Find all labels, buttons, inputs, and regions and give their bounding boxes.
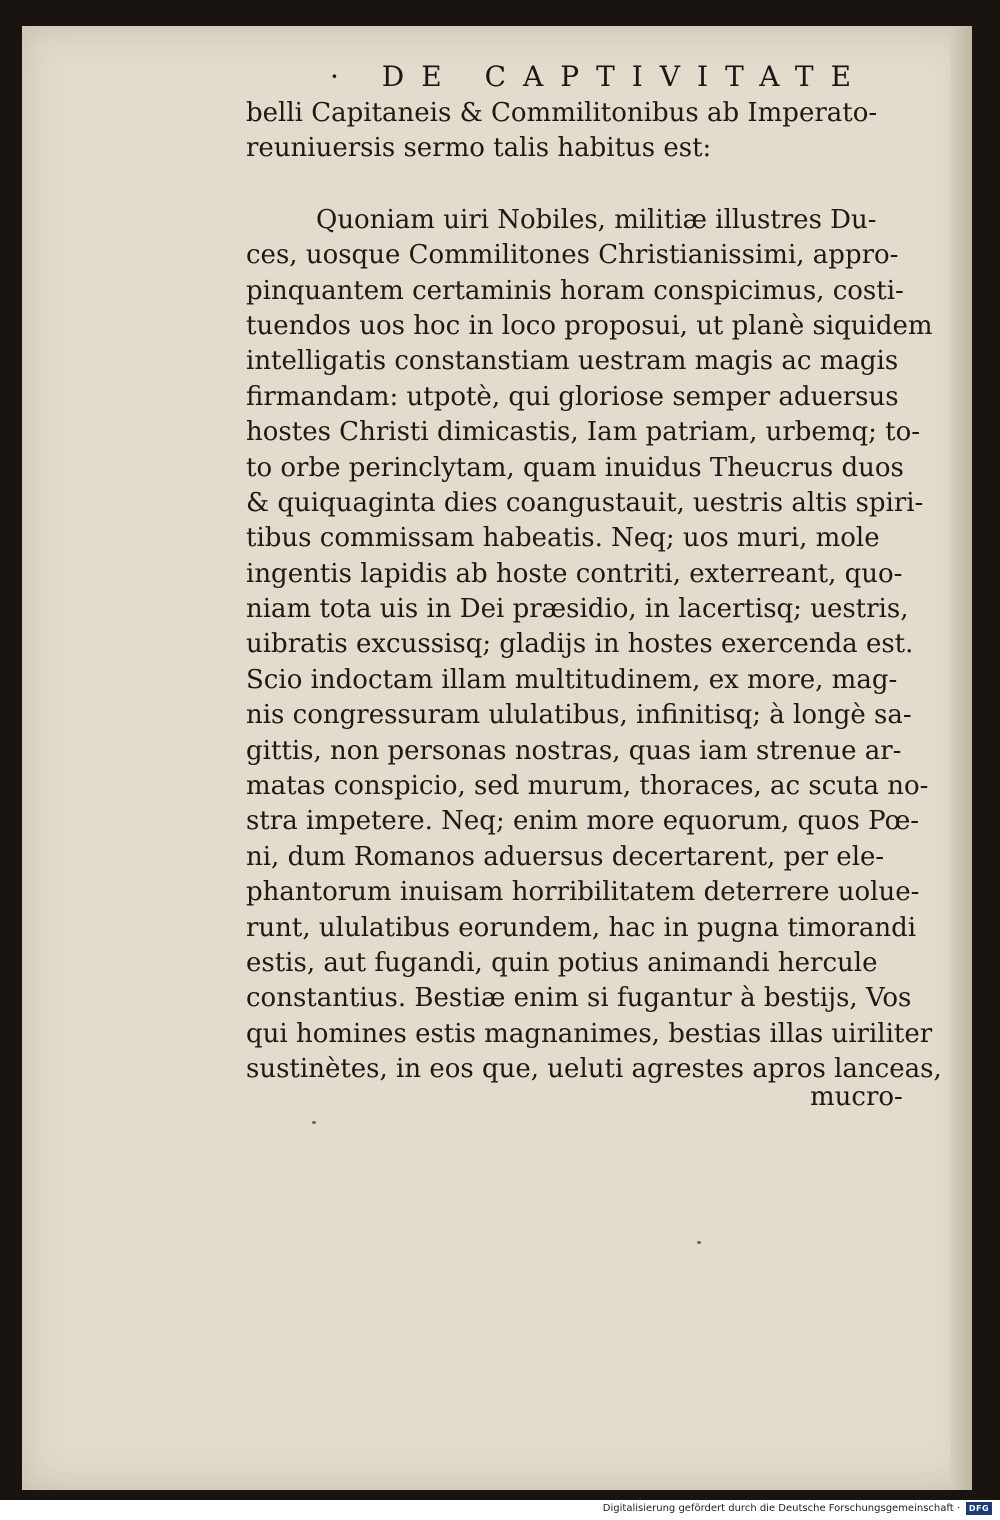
text-line: runt, ululatibus eorundem, hac in pugna timorandi [246, 912, 917, 943]
text-line: gittis, non personas nostras, quas iam strenue ar- [246, 735, 902, 766]
ink-speck [312, 1121, 316, 1124]
ink-speck [697, 1241, 701, 1244]
text-line: pinquantem certaminis horam conspicimus, costi- [246, 275, 904, 306]
text-line: uibratis excussisq; gladijs in hostes exercenda est. [246, 629, 914, 660]
text-line: nis congressuram ululatibus, infinitisq; à longè sa- [246, 700, 912, 731]
catchword: mucro- [810, 1082, 903, 1112]
page-edge [950, 26, 972, 1490]
text-line: to orbe perinclytam, quam inuidus Theucrus duos [246, 452, 904, 483]
text-line: tuendos uos hoc in loco proposui, ut planè siquidem [246, 310, 933, 341]
text-line: reuniuersis sermo talis habitus est: [246, 133, 712, 164]
text-block [246, 96, 946, 1088]
text-line: matas conspicio, sed murum, thoraces, ac scuta no- [246, 771, 929, 802]
text-line: ni, dum Romanos aduersus decertarent, per ele- [246, 841, 885, 872]
running-head: · DE CAPTIVITATE [330, 60, 869, 93]
text-line: hostes Christi dimicastis, Iam patriam, urbemq; to- [246, 417, 921, 448]
text-line: ces, uosque Commilitones Christianissimi, appro- [246, 240, 899, 271]
digitization-credit: Digitalisierung gefördert durch die Deutsche Forschungsgemeinschaft · [602, 1503, 960, 1514]
paragraph-gap [246, 167, 946, 203]
text-line: ingentis lapidis ab hoste contriti, exterreant, quo- [246, 558, 903, 589]
text-line: qui homines estis magnanimes, bestias illas uiriliter [246, 1018, 933, 1049]
text-line: & quiquaginta dies coangustauit, uestris altis spiri- [246, 487, 924, 518]
text-line: stra impetere. Neq; enim more equorum, quos Pœ- [246, 806, 920, 837]
text-line: Quoniam uiri Nobiles, militiæ illustres Du- [316, 204, 877, 235]
text-line: phantorum inuisam horribilitatem deterrere uolue- [246, 877, 920, 908]
text-line: tibus commissam habeatis. Neq; uos muri, mole [246, 523, 880, 554]
text-line: constantius. Bestiæ enim si fugantur à bestijs, Vos [246, 983, 912, 1014]
text-line: firmandam: utpotè, qui gloriose semper aduersus [246, 381, 899, 412]
text-line: belli Capitaneis & Commilitonibus ab Imperato- [246, 98, 878, 128]
text-line: intelligatis constanstiam uestram magis ac magis [246, 346, 899, 377]
text-line: estis, aut fugandi, quin potius animandi hercule [246, 947, 878, 978]
dfg-logo-icon: DFG [966, 1502, 992, 1515]
text-line: niam tota uis in Dei præsidio, in lacertisq; uestris, [246, 594, 909, 625]
text-line: Scio indoctam illam multitudinem, ex more, mag- [246, 664, 898, 695]
text-line: sustinètes, in eos que, ueluti agrestes apros lanceas, [246, 1054, 942, 1085]
